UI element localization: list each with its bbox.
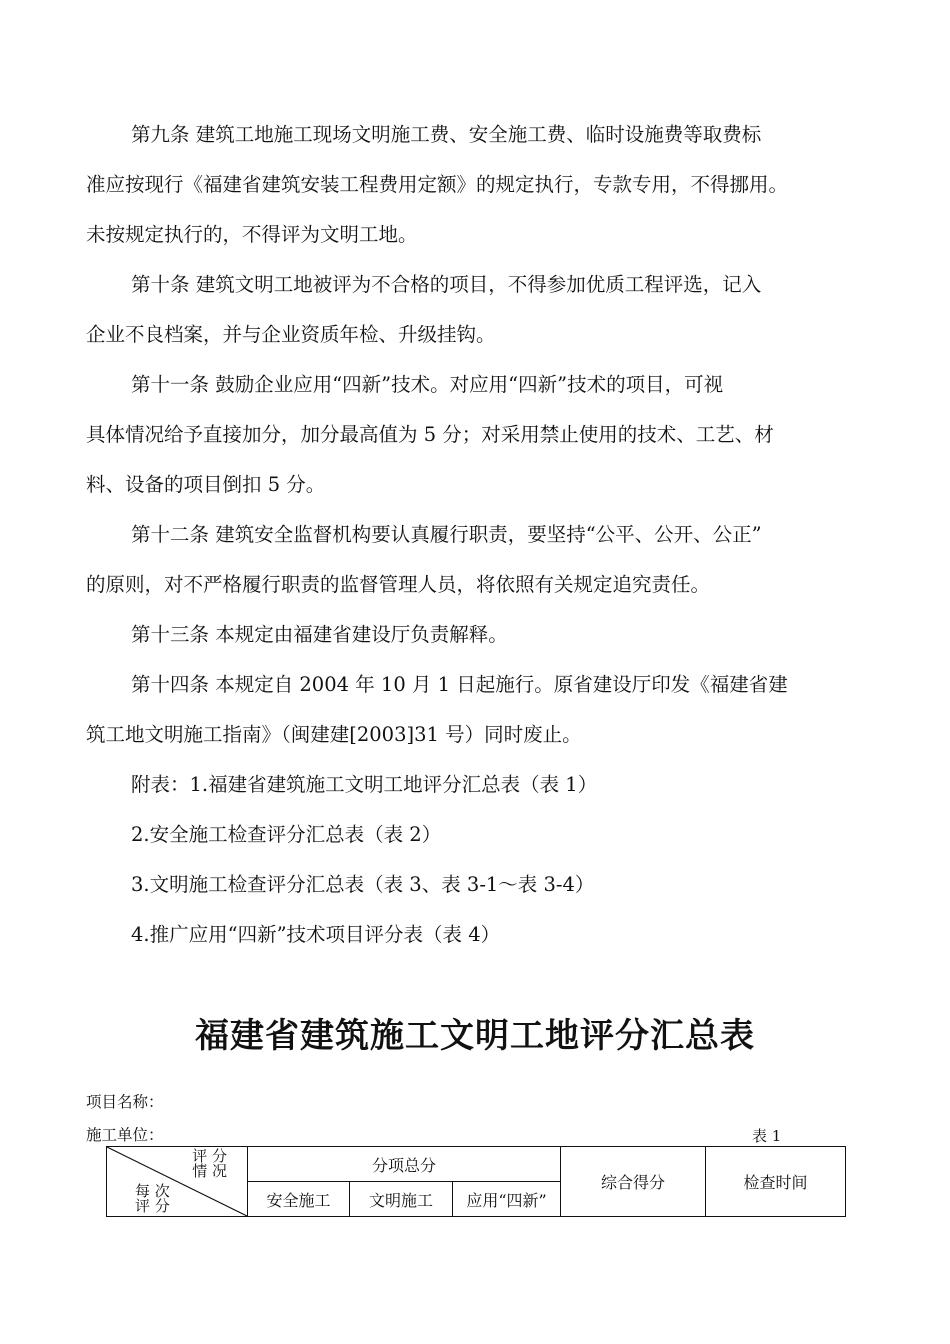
article-10 (86, 260, 911, 360)
text-line: 第十一条 鼓励企业应用“四新”技术。对应用“四新”技术的项目，可视 (131, 373, 724, 396)
subtotal-header: 分项总分 (248, 1147, 561, 1182)
text-line: 第十二条 建筑安全监督机构要认真履行职责，要坚持“公平、公开、公正” (131, 523, 762, 546)
diag-top-label: 评 分 情 况 (192, 1147, 227, 1180)
score-summary-table (106, 1146, 846, 1217)
text-line: 具体情况给予直接加分，加分最高值为 5 分；对采用禁止使用的技术、工艺、材 (86, 423, 774, 446)
appendix-heading (86, 760, 911, 810)
overall-score-header: 综合得分 (561, 1147, 706, 1217)
form-title: 福建省建筑施工文明工地评分汇总表 (195, 1016, 755, 1056)
text-line: 未按规定执行的，不得评为文明工地。 (86, 223, 418, 246)
text-line: 准应按现行《福建省建筑安装工程费用定额》的规定执行，专款专用，不得挪用。 (86, 173, 789, 196)
attachment-item: 2.安全施工检查评分汇总表（表 2） (131, 823, 442, 846)
article-14 (86, 660, 911, 760)
text-line: 附表：1.福建省建筑施工文明工地评分汇总表（表 1） (131, 773, 598, 796)
contractor-label: 施工单位： (86, 1126, 164, 1144)
text-line: 第九条 建筑工地施工现场文明施工费、安全施工费、临时设施费等取费标 (131, 123, 762, 146)
diagonal-header-cell (107, 1147, 248, 1217)
article-13 (86, 610, 911, 660)
inspection-time-header: 检查时间 (706, 1147, 846, 1217)
project-name-label: 项目名称： (86, 1093, 164, 1111)
text-line: 第十三条 本规定由福建省建设厅负责解释。 (131, 623, 508, 646)
text-line: 的原则，对不严格履行职责的监督管理人员，将依照有关规定追究责任。 (86, 573, 711, 596)
table-header-row (107, 1147, 846, 1182)
text-line: 企业不良档案，并与企业资质年检、升级挂钩。 (86, 323, 496, 346)
diag-bottom-label: 每 次 评 分 (135, 1182, 170, 1215)
text-line: 料、设备的项目倒扣 5 分。 (86, 473, 326, 496)
article-11 (86, 360, 911, 510)
article-12 (86, 510, 911, 610)
text-line: 第十条 建筑文明工地被评为不合格的项目，不得参加优质工程评选，记入 (131, 273, 762, 296)
article-9 (86, 110, 911, 260)
text-line: 第十四条 本规定自 2004 年 10 月 1 日起施行。原省建设厅印发《福建省建 (131, 673, 788, 696)
attachment-list (86, 810, 911, 960)
attachment-item: 4.推广应用“四新”技术项目评分表（表 4） (131, 923, 501, 946)
safety-header: 安全施工 (248, 1182, 350, 1217)
table-number: 表 1 (752, 1127, 782, 1145)
civilized-header: 文明施工 (350, 1182, 453, 1217)
attachment-item: 3.文明施工检查评分汇总表（表 3、表 3-1～表 3-4） (131, 873, 595, 896)
text-line: 筑工地文明施工指南》（闽建建[2003]31 号）同时废止。 (86, 723, 582, 746)
four-new-header: 应用“四新” (453, 1182, 561, 1217)
